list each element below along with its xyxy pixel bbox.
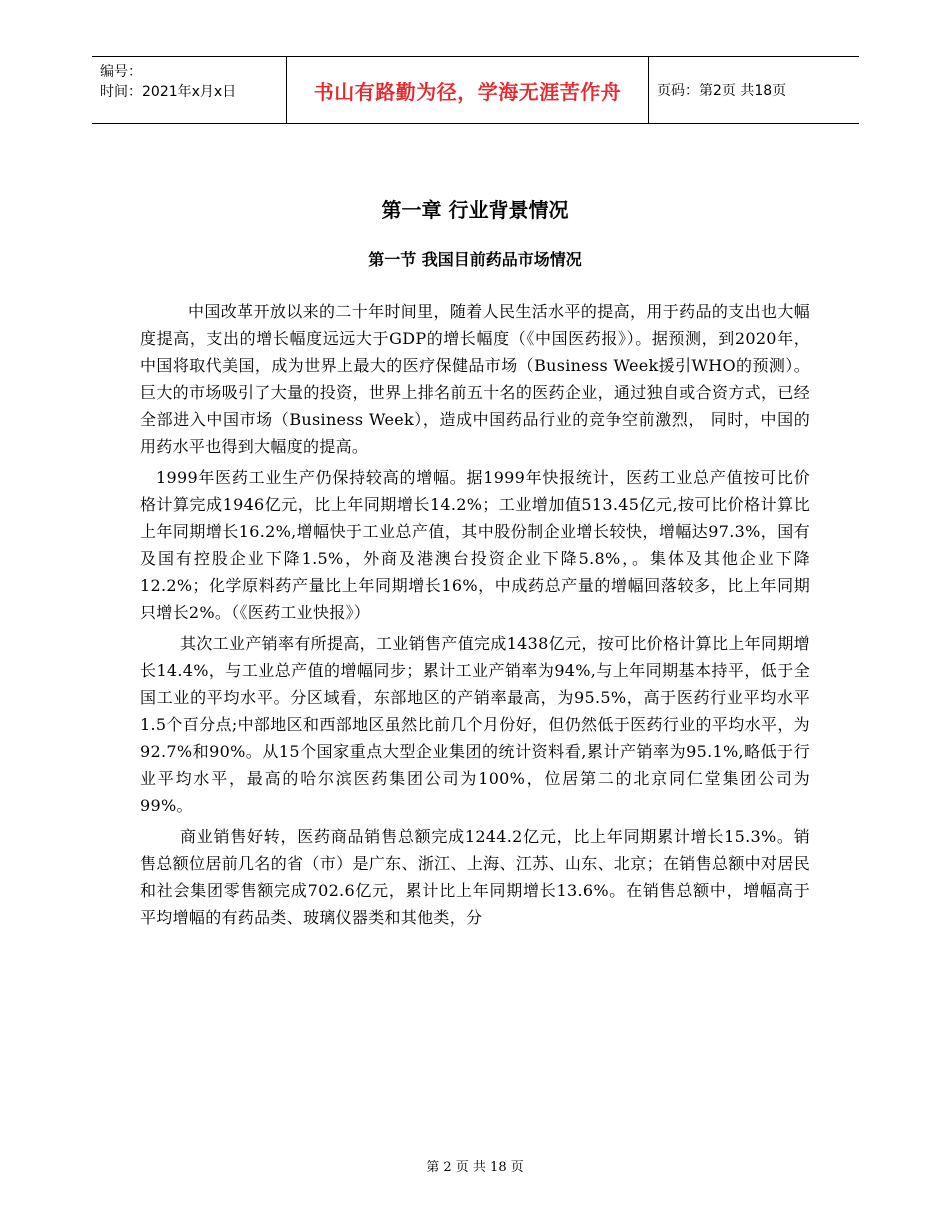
header-meta <box>92 57 287 123</box>
paragraph: 中国改革开放以来的二十年时间里，随着人民生活水平的提高，用于药品的支出也大幅度提高，支出的增长幅度远远大于GDP的增长幅度（《中国医药报》）。据预测，到2020年，中国将取代美国，成为世界上最大的医疗保健品市场（Business Week援引WHO的预测）。巨大的市场吸引了大量的投资，世界上排名前五十名的医药企业，通过独自或合资方式，已经全部进入中国市场（Business Week），造成中国药品行业的竞争空前激烈， 同时，中国的用药水平也得到大幅度的提高。 <box>140 302 810 456</box>
header-date-label: 时间：2021年x月x日 <box>100 84 237 100</box>
header-number-label: 编号： <box>100 64 142 80</box>
section-title: 第一节 我国目前药品市场情况 <box>368 250 582 269</box>
page-header <box>92 56 859 124</box>
page-footer: 第 2 页 共 18 页 <box>426 1160 524 1175</box>
header-motto: 书山有路勤为径，学海无涯苦作舟 <box>313 79 622 104</box>
header-motto-cell <box>287 57 649 123</box>
paragraph: 其次工业产销率有所提高，工业销售产值完成1438亿元，按可比价格计算比上年同期增长14.4%，与工业总产值的增幅同步；累计工业产销率为94%,与上年同期基本持平，低于全国工业的平均水平。分区域看，东部地区的产销率最高，为95.5%，高于医药行业平均水平1.5个百分点;中部地区和西部地区虽然比前几个月份好，但仍然低于医药行业的平均水平，为92.7%和90%。从15个国家重点大型企业集团的统计资料看,累计产销率为95.1%,略低于行业平均水平，最高的哈尔滨医药集团公司为100%，位居第二的北京同仁堂集团公司为99%。 <box>140 634 810 815</box>
document-body <box>140 190 810 935</box>
paragraph: 商业销售好转，医药商品销售总额完成1244.2亿元，比上年同期累计增长15.3%。销售总额位居前几名的省（市）是广东、浙江、上海、江苏、山东、北京；在销售总额中对居民和社会集团零售额完成702.6亿元，累计比上年同期增长13.6%。在销售总额中，增幅高于平均增幅的有药品类、玻璃仪器类和其他类，分 <box>140 827 810 927</box>
paragraph: 1999年医药工业生产仍保持较高的增幅。据1999年快报统计，医药工业总产值按可比价格计算完成1946亿元，比上年同期增长14.2%；工业增加值513.45亿元,按可比价格计算比上年同期增长16.2%,增幅快于工业总产值，其中股份制企业增长较快，增幅达97.3%，国有及国有控股企业下降1.5%，外商及港澳台投资企业下降5.8%，。集体及其他企业下降12.2%；化学原料药产量比上年同期增长16%，中成药总产量的增幅回落较多，比上年同期只增长2%。（《医药工业快报》） <box>140 468 810 622</box>
header-page-cell <box>649 57 859 123</box>
chapter-title: 第一章 行业背景情况 <box>381 198 569 222</box>
header-page-label: 页码：第2页 共18页 <box>657 83 787 99</box>
